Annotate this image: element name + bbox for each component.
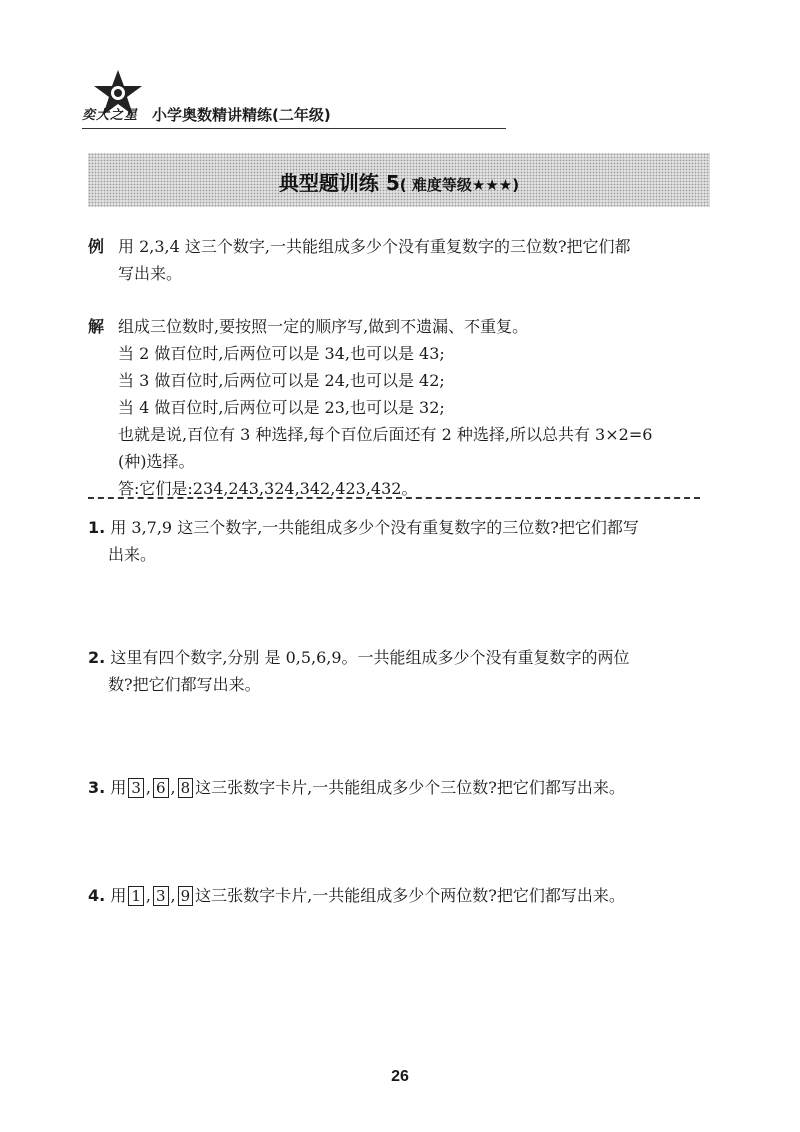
card-separator: ,	[170, 886, 176, 905]
section-title	[88, 167, 710, 196]
solution-line: 组成三位数时,要按照一定的顺序写,做到不遗漏、不重复。	[118, 317, 529, 336]
section-title-band	[88, 153, 710, 207]
number-card: 9	[178, 886, 194, 906]
question-2	[88, 644, 712, 698]
number-card: 8	[178, 778, 194, 798]
card-separator: ,	[145, 778, 151, 797]
dashed-divider	[88, 497, 700, 499]
number-card: 6	[153, 778, 169, 798]
question-number: 4.	[88, 886, 106, 905]
question-3	[88, 774, 712, 801]
card-separator: ,	[170, 778, 176, 797]
question-3-text: 这三张数字卡片,一共能组成多少个三位数?把它们都写出来。	[195, 778, 625, 797]
header-rule	[82, 128, 506, 129]
question-number: 2.	[88, 648, 106, 667]
section-title-difficulty: ( 难度等级★★★)	[399, 176, 520, 194]
question-4	[88, 882, 712, 909]
brand-name: 奕大之星	[82, 108, 139, 123]
solution-line: 也就是说,百位有 3 种选择,每个百位后面还有 2 种选择,所以总共有 3×2=6	[118, 425, 653, 444]
book-title: 小学奥数精讲精练(二年级)	[152, 106, 331, 124]
solution-line: 当 2 做百位时,后两位可以是 34,也可以是 43;	[118, 344, 445, 363]
solution-block	[88, 313, 712, 502]
section-title-main: 典型题训练 5	[278, 171, 400, 195]
solution-line: 当 3 做百位时,后两位可以是 24,也可以是 42;	[118, 371, 445, 390]
question-4-text: 这三张数字卡片,一共能组成多少个两位数?把它们都写出来。	[195, 886, 625, 905]
solution-answer: 答:它们是:234,243,324,342,423,432。	[118, 479, 418, 498]
example-line-1: 用 2,3,4 这三个数字,一共能组成多少个没有重复数字的三位数?把它们都	[118, 237, 631, 256]
page-header	[82, 70, 506, 132]
question-number: 3.	[88, 778, 106, 797]
example-block	[88, 233, 712, 287]
solution-line: (种)选择。	[118, 452, 195, 471]
solution-line: 当 4 做百位时,后两位可以是 23,也可以是 32;	[118, 398, 445, 417]
example-label: 例	[88, 237, 105, 256]
page-number: 26	[391, 1068, 409, 1085]
question-1	[88, 514, 712, 568]
question-1-line-1: 用 3,7,9 这三个数字,一共能组成多少个没有重复数字的三位数?把它们都写	[110, 518, 639, 537]
solution-label: 解	[88, 317, 105, 336]
question-2-line-1: 这里有四个数字,分别 是 0,5,6,9。一共能组成多少个没有重复数字的两位	[110, 648, 630, 667]
card-separator: ,	[145, 886, 151, 905]
question-1-line-2: 出来。	[108, 545, 157, 564]
number-card: 1	[128, 886, 144, 906]
number-card: 3	[153, 886, 169, 906]
question-3-pre: 用	[110, 778, 127, 797]
example-line-2: 写出来。	[118, 264, 183, 283]
question-2-line-2: 数?把它们都写出来。	[108, 675, 261, 694]
question-number: 1.	[88, 518, 106, 537]
number-card: 3	[128, 778, 144, 798]
question-4-pre: 用	[110, 886, 127, 905]
